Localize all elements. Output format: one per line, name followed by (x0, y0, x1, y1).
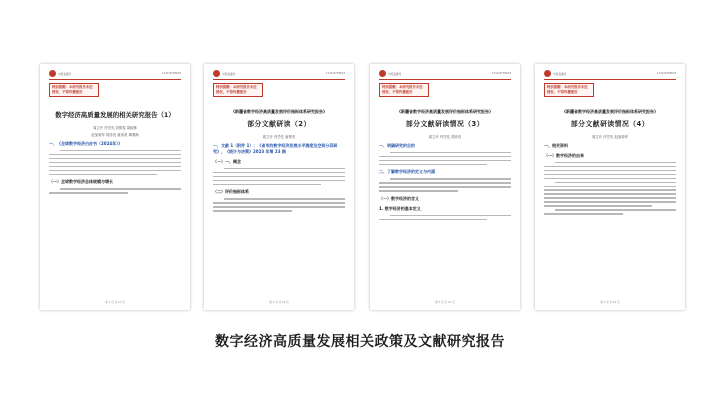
text-line (544, 186, 676, 188)
logo-icon (544, 70, 551, 77)
document-page-2[interactable] (204, 64, 354, 310)
text-line (49, 170, 181, 172)
text-line (390, 152, 511, 154)
text-line (379, 182, 511, 184)
authors: 周立开 许岱先 唐厚杰 (262, 134, 296, 139)
subsection-heading: （二）评价指标体系 (213, 189, 249, 195)
notice-box: 特别提醒：本研究报告未经授权，不得传播使用 (544, 83, 594, 97)
subsection-heading: （一）数字经济的由来 (544, 152, 584, 158)
text-line (544, 166, 676, 168)
header-left-text: 中国基建网 (553, 72, 566, 76)
text-line (544, 205, 652, 207)
subsection-heading: 1. 数字经济的基本定义 (379, 205, 421, 211)
page-header (544, 70, 676, 77)
logo-icon (379, 70, 386, 77)
text-line (379, 156, 511, 158)
page-title: 部分文献研读情况（3） (405, 119, 485, 128)
text-line (49, 154, 181, 156)
report-pretitle: 《新疆省数字经济高质量发展评价指标体系研究报告》 (562, 108, 658, 114)
notice-box: 特别提醒：本研究报告未经授权，不得传播使用 (49, 83, 99, 97)
page-footer: 第 2 页 共 10 页 (269, 301, 289, 304)
text-line (379, 219, 487, 221)
page-header (213, 70, 345, 77)
text-line (544, 189, 676, 191)
page-title: 数字经济高质量发展的相关研究报告（1） (55, 110, 175, 119)
header-right-text: 1722-8778633 (656, 72, 676, 75)
header-right-text: 1722-8778633 (325, 72, 345, 75)
document-page-3[interactable] (370, 64, 520, 310)
page-title: 部分文献研读（2） (247, 119, 311, 128)
section-heading: 一、《全球数字经济白皮书（2024年）》 (49, 140, 123, 146)
text-line (555, 209, 676, 211)
header-rule (49, 79, 181, 80)
text-line (49, 162, 181, 164)
text-line (379, 186, 511, 188)
logo-icon (213, 70, 220, 77)
text-line (213, 184, 321, 186)
text-line (213, 202, 345, 204)
authors: 周立开 许岱先 刘倩雯 周振林 (93, 125, 137, 130)
text-line (544, 213, 623, 215)
text-line (379, 160, 511, 162)
text-line (49, 166, 181, 168)
text-line (555, 162, 676, 164)
authors: 周立开 许岱先 胡彦亮 (428, 134, 462, 139)
header-rule (379, 79, 511, 80)
document-page-1[interactable] (40, 64, 190, 310)
page-footer: 第 1 页 共 10 页 (105, 301, 125, 304)
text-line (544, 174, 676, 176)
text-line (49, 192, 128, 194)
page-title: 部分文献研读情况（4） (570, 119, 650, 128)
subsection-heading: （一）全球数字经济总体规模与增长 (49, 179, 113, 185)
header-right-text: 1722-8778633 (491, 72, 511, 75)
logo-icon (49, 70, 56, 77)
text-line (213, 206, 345, 208)
header-left-text: 中国基建网 (388, 72, 401, 76)
report-pretitle: 《新疆省数字经济高质量发展评价指标体系研究报告》 (397, 108, 493, 114)
header-left-text: 中国基建网 (222, 72, 235, 76)
authors: 周立开 许岱先 赵加菊军 (591, 134, 629, 139)
section-heading: 二、了解数字经济的定义与内涵 (379, 169, 435, 175)
subsection-heading: （一）数字经济的含义 (379, 195, 419, 201)
text-line (213, 180, 345, 182)
text-line (49, 174, 157, 176)
page-header (49, 70, 181, 77)
text-line (555, 182, 676, 184)
page-footer: 第 3 页 共 10 页 (435, 301, 455, 304)
text-line (213, 172, 345, 174)
text-line (544, 197, 676, 199)
text-line (379, 190, 458, 192)
text-line (224, 168, 345, 170)
page-footer: 第 4 页 共 10 页 (600, 301, 620, 304)
text-line (379, 164, 487, 166)
notice-box: 特别提醒：本研究报告未经授权，不得传播使用 (379, 83, 429, 97)
page-header (379, 70, 511, 77)
text-line (49, 158, 181, 160)
text-line (390, 178, 511, 180)
section-heading: 一、文献 1（附件 1）：《省市的数字经济发展水平测度及空间分异研究》，《统计与决策》2023 年第 23 期 (213, 142, 338, 154)
subsection-heading: （一）一、概念 (213, 158, 241, 164)
text-line (60, 188, 181, 190)
text-line (224, 198, 345, 200)
document-page-4[interactable] (535, 64, 685, 310)
notice-box: 特别提醒：本研究报告未经授权，不得传播使用 (213, 83, 263, 97)
text-line (60, 150, 181, 152)
text-line (544, 193, 676, 195)
text-line (544, 178, 676, 180)
header-left-text: 中国基建网 (58, 72, 71, 76)
header-rule (213, 79, 345, 80)
text-line (213, 176, 345, 178)
section-heading: 一、明确研究的目的 (379, 142, 415, 148)
authors-line-2: 赵加菊军 胡彦亮 唐寿美 谭勇海 (91, 132, 139, 137)
header-rule (544, 79, 676, 80)
text-line (213, 210, 292, 212)
report-pretitle: 《新疆省数字经济高质量发展评价指标体系研究报告》 (231, 108, 327, 114)
text-line (390, 215, 511, 217)
text-line (544, 170, 676, 172)
section-heading: 一、相关资料 (544, 142, 568, 148)
header-right-text: 1722-8778633 (161, 72, 181, 75)
report-caption: 数字经济高质量发展相关政策及文献研究报告 (215, 334, 505, 350)
text-line (544, 201, 676, 203)
